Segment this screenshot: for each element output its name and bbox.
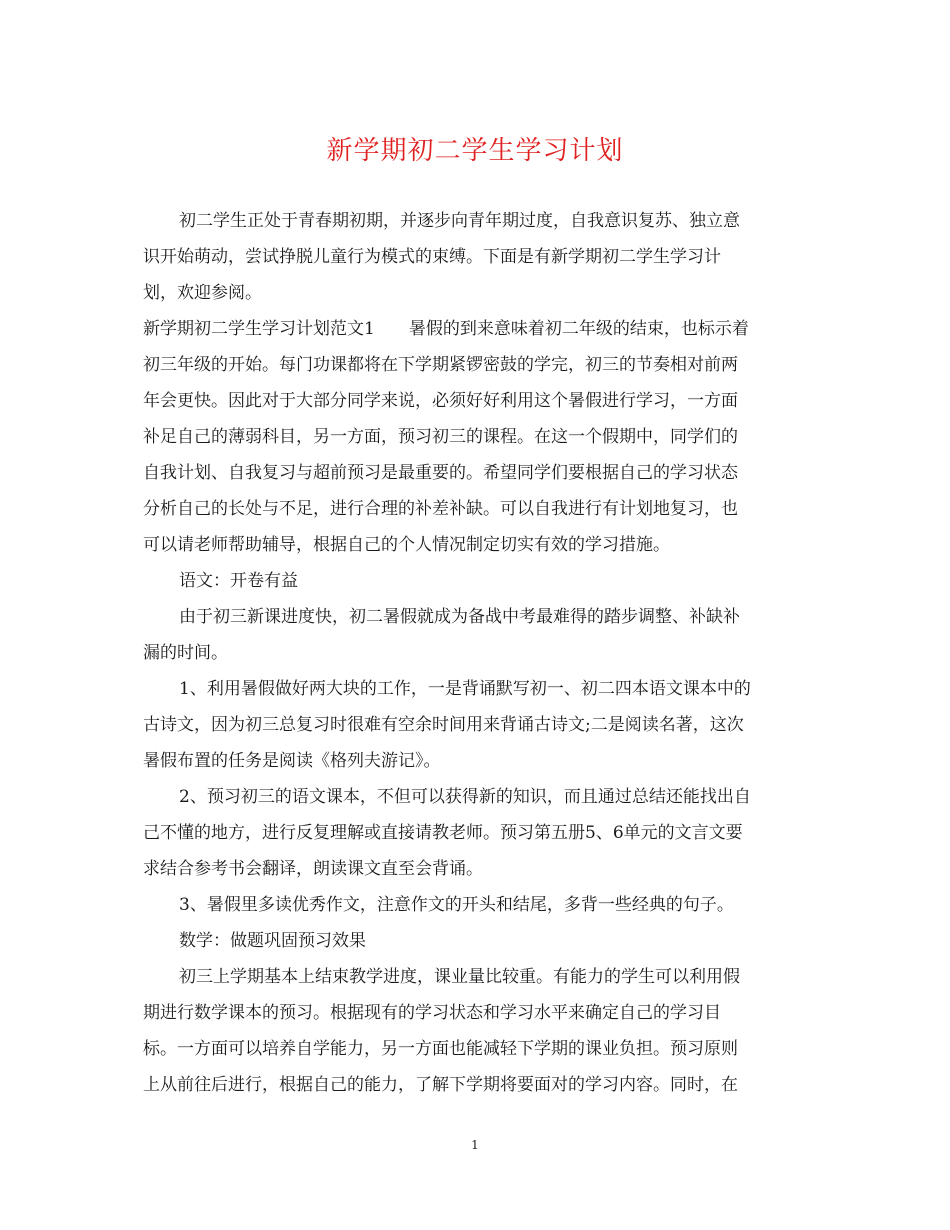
text-line: 补足自己的薄弱科目，另一方面，预习初三的课程。在这一个假期中，同学们的 [143, 427, 738, 447]
text-line: 初三年级的开始。每门功课都将在下学期紧锣密鼓的学完，初三的节奏相对前两 [143, 355, 738, 375]
text-line: 由于初三新课进度快，初二暑假就成为备战中考最难得的踏步调整、补缺补 [179, 607, 740, 627]
text-line: 识开始萌动，尝试挣脱儿童行为模式的束缚。下面是有新学期初二学生学习计 [143, 247, 721, 267]
text-line: 可以请老师帮助辅导，根据自己的个人情况制定切实有效的学习措施。 [143, 535, 670, 555]
document-body [143, 203, 808, 1103]
text-line: 自我计划、自我复习与超前预习是最重要的。希望同学们要根据自己的学习状态 [143, 463, 738, 483]
text-line: 2、预习初三的语文课本，不但可以获得新的知识，而且通过总结还能找出自 [179, 787, 751, 807]
text-line: 暑假布置的任务是阅读《格列夫游记》。 [143, 751, 441, 771]
text-line: 分析自己的长处与不足，进行合理的补差补缺。可以自我进行有计划地复习，也 [143, 499, 738, 519]
text-line: 求结合参考书会翻译，朗读课文直至会背诵。 [143, 859, 483, 879]
text-line: 1、利用暑假做好两大块的工作，一是背诵默写初一、初二四本语文课本中的 [179, 679, 751, 699]
text-line: 3、暑假里多读优秀作文，注意作文的开头和结尾，多背一些经典的句子。 [179, 895, 734, 915]
page-number: 1 [471, 1138, 479, 1152]
text-line: 己不懂的地方，进行反复理解或直接请教老师。预习第五册5、6单元的文言文要 [143, 823, 743, 843]
text-line: 初三上学期基本上结束教学进度，课业量比较重。有能力的学生可以利用假 [179, 967, 740, 987]
text-line: 古诗文，因为初三总复习时很难有空余时间用来背诵古诗文;二是阅读名著，这次 [143, 715, 744, 735]
text-line: 划，欢迎参阅。 [143, 283, 262, 303]
section-heading: 数学：做题巩固预习效果 [179, 931, 366, 951]
text-line: 期进行数学课本的预习。根据现有的学习状态和学习水平来确定自己的学习目 [143, 1003, 721, 1023]
text-line: 年会更快。因此对于大部分同学来说，必须好好利用这个暑假进行学习，一方面 [143, 391, 738, 411]
section-heading: 语文：开卷有益 [179, 571, 298, 591]
text-line: 上从前往后进行，根据自己的能力，了解下学期将要面对的学习内容。同时，在 [143, 1075, 738, 1095]
text-line: 初二学生正处于青春期初期，并逐步向青年期过度，自我意识复苏、独立意 [179, 211, 740, 231]
text-line: 新学期初二学生学习计划范文1 暑假的到来意味着初二年级的结束，也标示着 [143, 319, 749, 339]
document-title: 新学期初二学生学习计划 [326, 136, 624, 166]
text-line: 标。一方面可以培养自学能力，另一方面也能减轻下学期的课业负担。预习原则 [143, 1039, 738, 1059]
text-line: 漏的时间。 [143, 643, 228, 663]
